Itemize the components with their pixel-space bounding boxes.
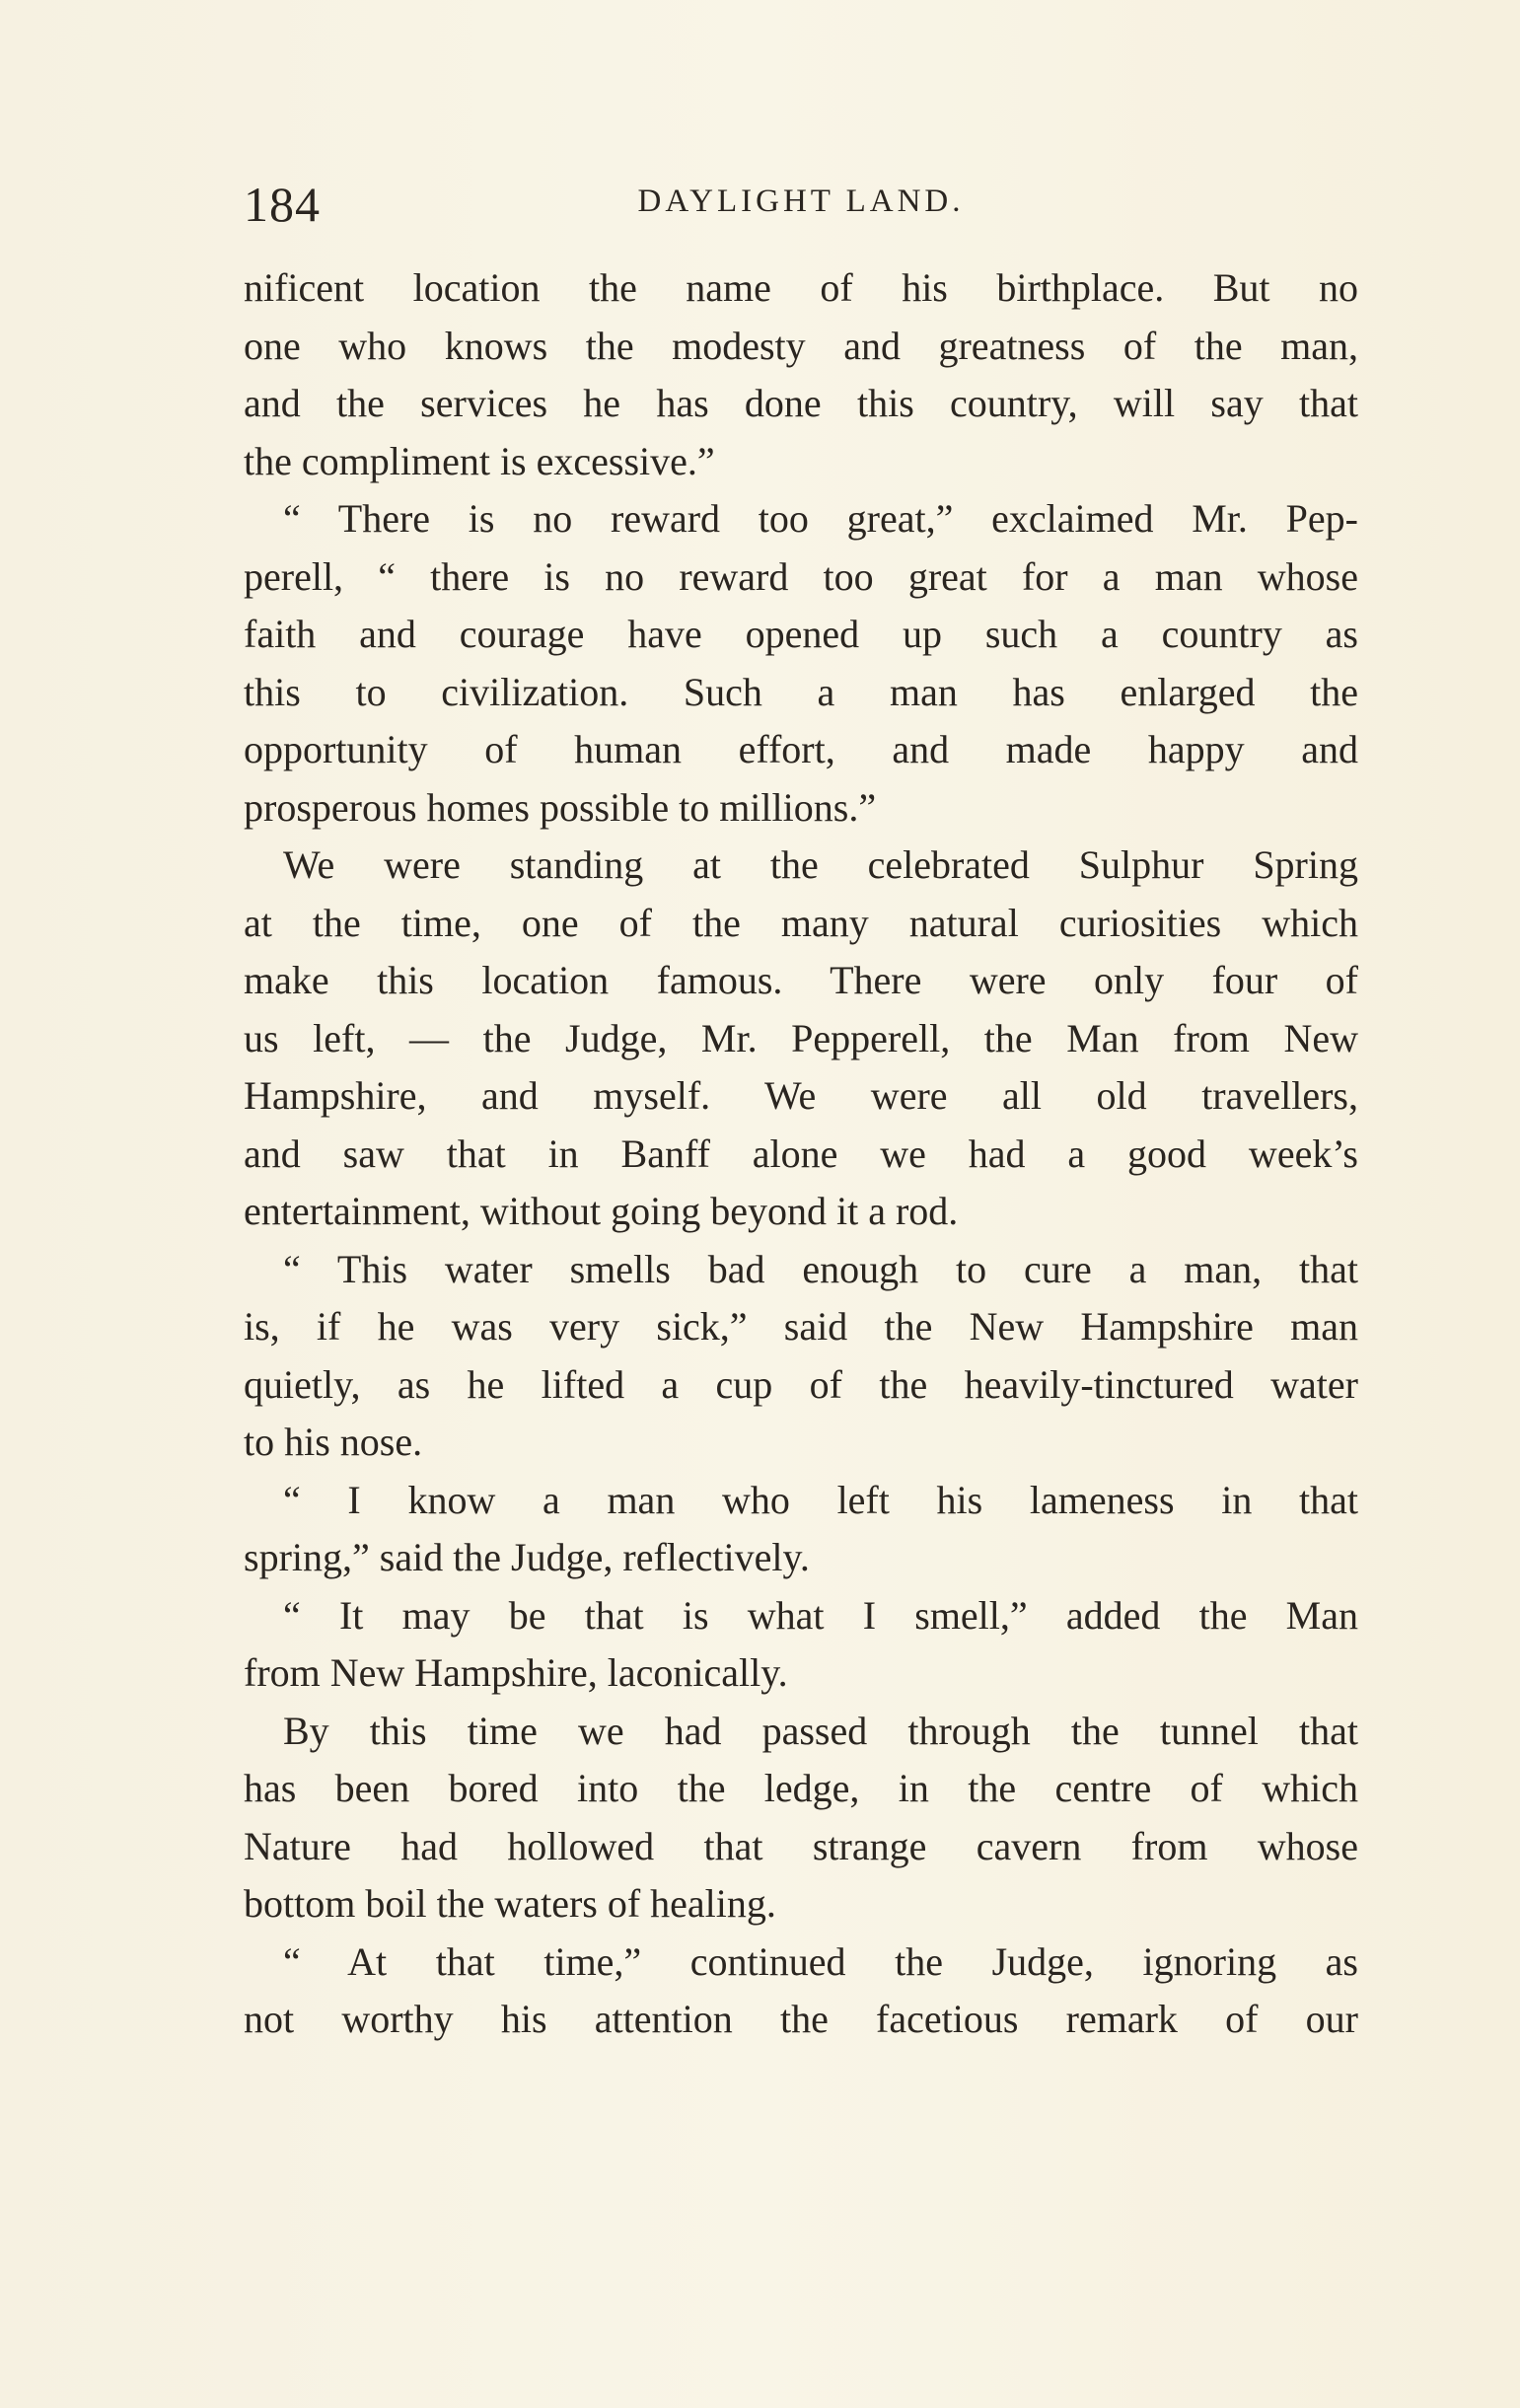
- text-line: perell, “ there is no reward too great for a man whose: [244, 553, 1358, 599]
- text-line: We were standing at the celebrated Sulphur Spring: [283, 842, 1358, 887]
- text-line: is, if he was very sick,” said the New Hampshire man: [244, 1304, 1358, 1349]
- text-line: this to civilization. Such a man has enlarged the: [244, 669, 1358, 714]
- text-line: By this time we had passed through the tunnel that: [283, 1708, 1358, 1753]
- text-line: one who knows the modesty and greatness of the man,: [244, 323, 1358, 368]
- text-line: prosperous homes possible to millions.”: [244, 784, 877, 830]
- text-line: Nature had hollowed that strange cavern from whose: [244, 1823, 1358, 1868]
- text-line: spring,” said the Judge, reflectively.: [244, 1535, 810, 1579]
- text-line: faith and courage have opened up such a country as: [244, 612, 1358, 656]
- text-line: from New Hampshire, laconically.: [244, 1650, 788, 1695]
- text-line: nificent location the name of his birthplace. But no: [244, 265, 1358, 310]
- text-line: and the services he has done this country, will say that: [244, 381, 1358, 425]
- text-line: quietly, as he lifted a cup of the heavily-tinctured water: [244, 1361, 1358, 1407]
- page-number: 184: [244, 177, 321, 232]
- body-text: [244, 259, 1358, 2049]
- text-line: has been bored into the ledge, in the centre of which: [244, 1766, 1358, 1810]
- text-line: “ I know a man who left his lameness in that: [283, 1477, 1358, 1522]
- text-line: us left, — the Judge, Mr. Pepperell, the Man from New: [244, 1015, 1358, 1060]
- text-line: “ At that time,” continued the Judge, ignoring as: [283, 1938, 1358, 1984]
- text-line: opportunity of human effort, and made happy and: [244, 727, 1358, 771]
- page-header: [244, 176, 1358, 245]
- text-line: the compliment is excessive.”: [244, 438, 715, 483]
- text-line: entertainment, without going beyond it a rod.: [244, 1189, 959, 1233]
- text-line: “ It may be that is what I smell,” added the Man: [283, 1592, 1358, 1638]
- text-line: not worthy his attention the facetious remark of our: [244, 1997, 1358, 2041]
- text-line: “ This water smells bad enough to cure a man, that: [283, 1246, 1358, 1291]
- text-line: and saw that in Banff alone we had a good week’s: [244, 1131, 1358, 1176]
- text-line: make this location famous. There were only four of: [244, 958, 1358, 1002]
- text-line: to his nose.: [244, 1420, 423, 1464]
- running-title: DAYLIGHT LAND.: [637, 183, 965, 219]
- text-line: Hampshire, and myself. We were all old travellers,: [244, 1073, 1358, 1118]
- text-line: at the time, one of the many natural curiosities which: [244, 900, 1358, 945]
- text-line: bottom boil the waters of healing.: [244, 1881, 776, 1926]
- text-line: “ There is no reward too great,” exclaimed Mr. Pep-: [283, 496, 1358, 541]
